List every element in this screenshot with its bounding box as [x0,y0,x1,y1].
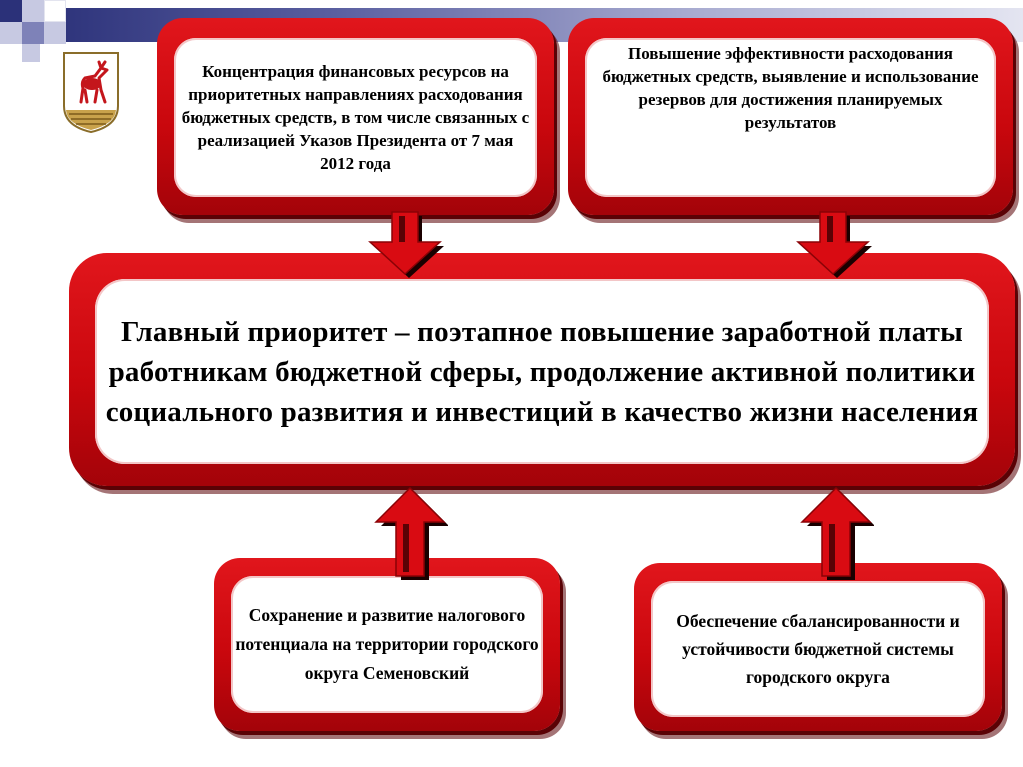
decor-square [22,44,40,62]
bottom-right-box-text: Обеспечение сбалансированности и устойчивости бюджетной системы городского округа [676,611,960,687]
decor-square [0,0,22,22]
main-priority-text: Главный приоритет – поэтапное повышение заработной платы работникам бюджетной сферы, продолжение активной политики социального развития и инвестиций в качество жизни населения [105,315,979,428]
arrow-up-icon [372,484,448,580]
top-left-box [157,18,554,215]
bottom-left-box [214,558,560,731]
arrow-up-icon [798,484,874,580]
top-right-box [568,18,1013,215]
bottom-left-box-text: Сохранение и развитие налогового потенциала на территории городского округа Семеновский [235,605,539,683]
decor-square [22,0,44,22]
bottom-right-box-panel [651,581,985,717]
main-priority-box [69,253,1015,486]
arrow-down-icon [794,208,874,280]
top-right-box-panel [585,38,996,197]
arrow-down-icon [366,208,446,280]
decor-square [44,22,66,44]
top-left-box-text: Концентрация финансовых ресурсов на приоритетных направлениях расходования бюджетных средств, в том числе связанных с реализацией Указов Президента от 7 мая 2012 года [181,62,530,173]
main-priority-panel [95,279,989,464]
bottom-left-box-panel [231,576,543,713]
coat-of-arms-icon [61,50,121,135]
decor-square [22,22,44,44]
top-left-box-panel [174,38,537,197]
decor-square [44,0,66,22]
top-right-box-text: Повышение эффективности расходования бюджетных средств, выявление и использование резервов для достижения планируемых результатов [602,44,979,132]
decor-square [0,22,22,44]
bottom-right-box [634,563,1002,731]
